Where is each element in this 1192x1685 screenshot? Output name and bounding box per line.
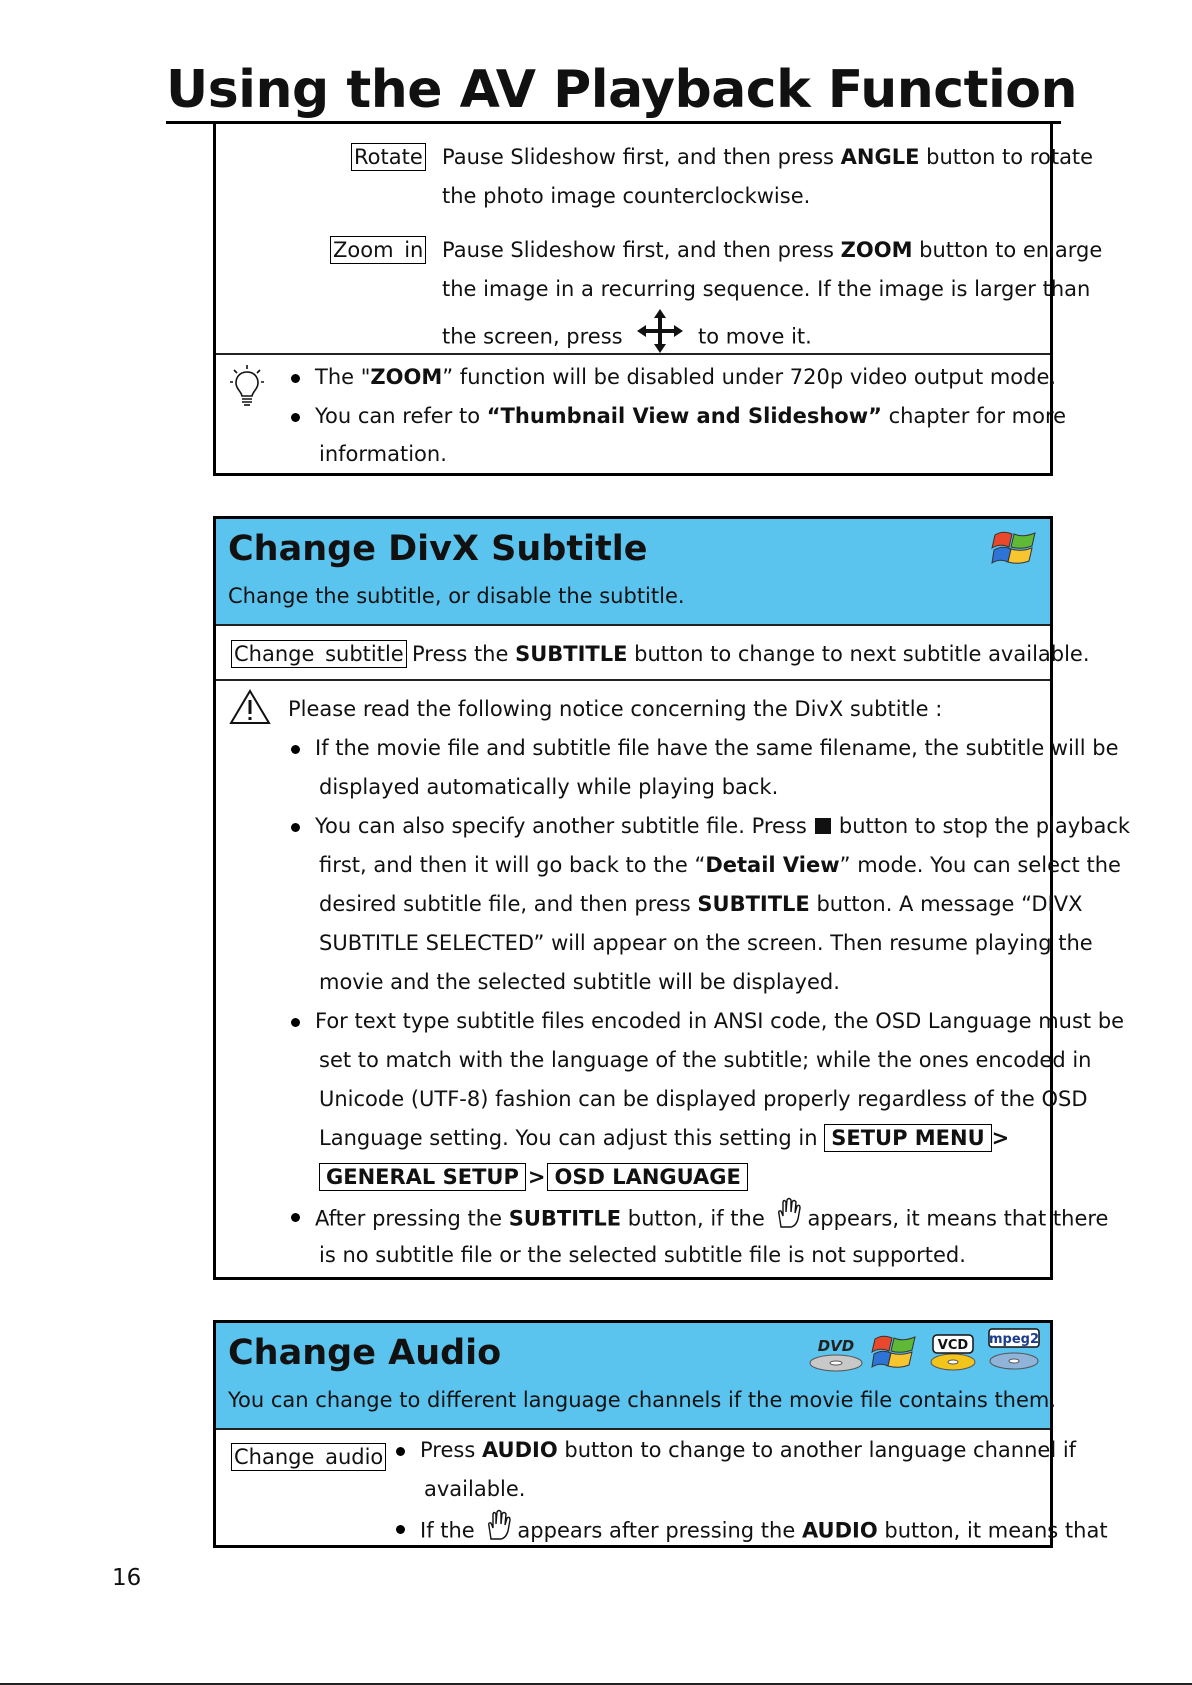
notice-b2-line5: movie and the selected subtitle will be displayed. xyxy=(319,970,840,994)
rotate-desc-line2: the photo image counterclockwise. xyxy=(442,184,811,208)
notice-b3-line3: Unicode (UTF-8) fashion can be displayed properly regardless of the OSD xyxy=(319,1087,1088,1111)
tip-thumbnail-ref-line2: information. xyxy=(319,442,447,466)
notice-b3-line2: set to match with the language of the subtitle; while the ones encoded in xyxy=(319,1048,1092,1072)
rotate-label: Rotate xyxy=(351,143,426,171)
page-number: 16 xyxy=(112,1565,142,1591)
zoom-desc-line1: Pause Slideshow first, and then press ZOOM button to enlarge xyxy=(442,238,1103,262)
bullet xyxy=(396,1525,405,1534)
vcd-disc-icon xyxy=(928,1331,978,1377)
bullet xyxy=(291,374,300,383)
notice-b3-line5: GENERAL SETUP > OSD LANGUAGE xyxy=(319,1158,748,1197)
notice-b2-line1: You can also specify another subtitle file. Press button to stop the playback xyxy=(315,814,1131,838)
notice-b4-line1: After pressing the SUBTITLE button, if the appears, it means that there xyxy=(315,1197,1108,1242)
notice-intro: Please read the following notice concerning the DivX subtitle : xyxy=(288,697,943,721)
section-title: Change Audio xyxy=(228,1333,502,1373)
change-audio-label: Change audio xyxy=(231,1443,386,1471)
divider xyxy=(216,1428,1050,1430)
notice-b2-line3: desired subtitle file, and then press SUBTITLE button. A message “DIVX xyxy=(319,892,1083,916)
audio-b2-line1: If the appears after pressing the AUDIO button, it means that xyxy=(420,1509,1108,1554)
mpeg2-logo-text: mpeg2 xyxy=(988,1332,1040,1347)
zoom-in-label: Zoom in xyxy=(330,236,426,264)
bullet xyxy=(396,1447,405,1456)
bullet xyxy=(291,1018,300,1027)
warning-icon xyxy=(229,689,271,729)
lightbulb-tip-icon xyxy=(230,364,264,412)
audio-b1-line2: available. xyxy=(424,1477,526,1501)
page-title: Using the AV Playback Function xyxy=(166,60,1078,120)
tip-zoom-disabled: The "ZOOM” function will be disabled under 720p video output mode. xyxy=(315,365,1057,389)
rotate-desc-line1: Pause Slideshow first, and then press ANGLE button to rotate xyxy=(442,145,1094,169)
section-title: Change DivX Subtitle xyxy=(228,529,648,569)
mpeg2-disc-icon xyxy=(986,1327,1042,1377)
audio-b1-line1: Press AUDIO button to change to another language channel if xyxy=(420,1438,1077,1462)
divx-subtitle-section xyxy=(213,516,1131,1280)
menu-path-general-setup: GENERAL SETUP xyxy=(319,1163,526,1191)
windows-logo-icon xyxy=(991,527,1037,573)
menu-path-osd-language: OSD LANGUAGE xyxy=(547,1163,747,1191)
notice-b1-line1: If the movie file and subtitle file have the same filename, the subtitle will be xyxy=(315,736,1119,760)
notice-b4-line2: is no subtitle file or the selected subtitle file is not supported. xyxy=(319,1243,966,1267)
section-subtitle: Change the subtitle, or disable the subtitle. xyxy=(228,584,685,608)
notice-b2-line4: SUBTITLE SELECTED” will appear on the screen. Then resume playing the xyxy=(319,931,1093,955)
zoom-desc-line2: the image in a recurring sequence. If the image is larger than xyxy=(442,277,1091,301)
divider xyxy=(216,679,1050,681)
notice-b3-line4: Language setting. You can adjust this setting in SETUP MENU > xyxy=(319,1126,1010,1150)
bullet xyxy=(291,745,300,754)
divider xyxy=(216,353,1050,355)
bullet xyxy=(291,823,300,832)
divider xyxy=(216,624,1050,626)
change-subtitle-desc: Press the SUBTITLE button to change to next subtitle available. xyxy=(412,642,1090,666)
windows-logo-icon xyxy=(871,1331,917,1377)
section-header xyxy=(216,1323,1057,1428)
bullet xyxy=(291,1213,300,1222)
dvd-disc-icon xyxy=(808,1331,864,1377)
dvd-logo-text: DVD xyxy=(817,1337,855,1355)
stop-button-icon xyxy=(815,818,831,834)
photo-controls-box xyxy=(213,124,1103,476)
bullet xyxy=(291,413,300,422)
notice-b3-line1: For text type subtitle files encoded in ANSI code, the OSD Language must be xyxy=(315,1009,1125,1033)
tip-thumbnail-ref: You can refer to “Thumbnail View and Slideshow” chapter for more xyxy=(315,404,1067,428)
change-audio-section xyxy=(213,1320,1108,1548)
notice-b2-line2: first, and then it will go back to the “Detail View” mode. You can select the xyxy=(319,853,1121,877)
vcd-logo-text: VCD xyxy=(937,1338,969,1353)
zoom-desc-line3: the screen, press to move it. xyxy=(442,309,812,366)
section-subtitle: You can change to different language channels if the movie file contains them. xyxy=(228,1388,1057,1412)
notice-b1-line2: displayed automatically while playing back. xyxy=(319,775,779,799)
hand-prohibited-icon xyxy=(485,1509,513,1554)
menu-path-setup-menu: SETUP MENU xyxy=(824,1124,991,1152)
section-header xyxy=(216,519,1050,624)
change-subtitle-label: Change subtitle xyxy=(231,640,407,668)
